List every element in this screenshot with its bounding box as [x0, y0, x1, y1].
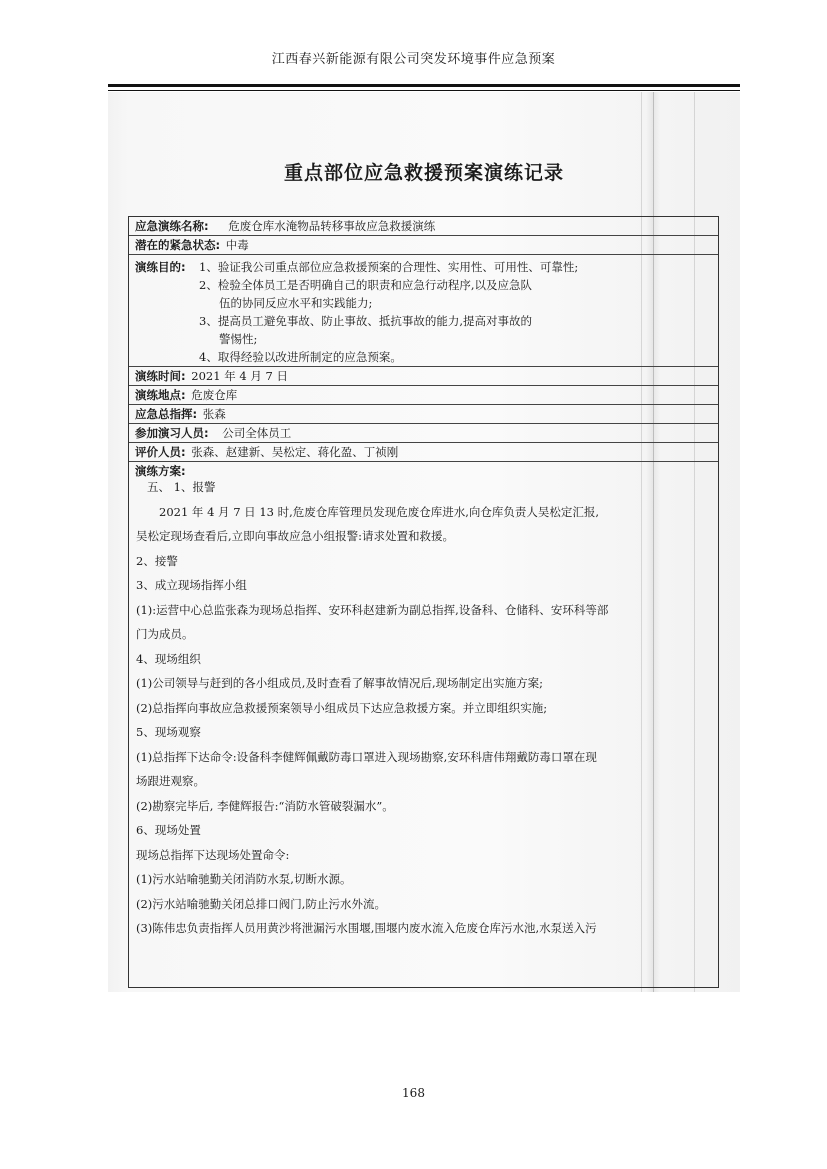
objective-line: 3、提高员工避免事故、防止事故、抵抗事故的能力,提高对事故的 — [199, 314, 532, 328]
drill-record-table — [128, 216, 719, 988]
plan-line: 门为成员。 — [136, 627, 194, 641]
plan-line: 5、现场观察 — [136, 725, 201, 739]
plan-line: 4、现场组织 — [136, 652, 201, 666]
plan-line: (2)污水站喻驰勤关闭总排口阀门,防止污水外流。 — [136, 897, 386, 911]
row-commander — [129, 405, 718, 424]
commander-label: 应急总指挥: — [135, 407, 198, 421]
row-drill-location — [129, 386, 718, 405]
row-potential-state — [129, 236, 718, 255]
scanned-page — [108, 92, 740, 992]
objective-line: 2、检验全体员工是否明确自己的职责和应急行动程序,以及应急队 — [199, 278, 532, 292]
plan-line: (2)勘察完毕后, 李健辉报告:“消防水管破裂漏水”。 — [136, 799, 394, 813]
plan-label: 演练方案: — [135, 464, 186, 478]
header-rule-thick — [108, 84, 740, 87]
potential-state-label: 潜在的紧急状态: — [135, 238, 221, 252]
plan-line: (2)总指挥向事故应急救援预案领导小组成员下达应急救援方案。并立即组织实施; — [136, 701, 548, 715]
participants-label: 参加演习人员: — [135, 426, 209, 440]
objective-line: 4、取得经验以改进所制定的应急预案。 — [199, 350, 402, 364]
plan-line: 场跟进观察。 — [136, 774, 205, 788]
plan-line: (1)公司领导与赶到的各小组成员,及时查看了解事故情况后,现场制定出实施方案; — [136, 676, 543, 690]
row-drill-time — [129, 367, 718, 386]
row-participants — [129, 424, 718, 443]
drill-location-label: 演练地点: — [135, 388, 186, 402]
objectives-label: 演练目的: — [135, 260, 186, 274]
drill-name-label: 应急演练名称: — [135, 219, 209, 233]
document-header: 江西春兴新能源有限公司突发环境事件应急预案 — [271, 52, 556, 67]
plan-line: 3、成立现场指挥小组 — [136, 578, 247, 592]
plan-line: 现场总指挥下达现场处置命令: — [136, 848, 290, 862]
commander-value: 张森 — [202, 407, 226, 421]
page-number: 168 — [402, 1086, 425, 1100]
plan-line: 吴松定现场查看后,立即向事故应急小组报警:请求处置和救援。 — [136, 529, 455, 543]
potential-state-value: 中毒 — [225, 238, 249, 252]
header-rule-thin — [108, 90, 740, 91]
row-objectives — [129, 255, 718, 367]
plan-line: 6、现场处置 — [136, 823, 201, 837]
drill-time-label: 演练时间: — [135, 369, 186, 383]
objective-line: 伍的协同反应水平和实践能力; — [219, 296, 373, 310]
participants-value: 公司全体员工 — [222, 426, 292, 440]
objective-line: 1、验证我公司重点部位应急救援预案的合理性、实用性、可用性、可靠性; — [199, 260, 579, 274]
plan-line: 2、接警 — [136, 554, 178, 568]
row-drill-plan — [129, 462, 718, 987]
plan-line: (1):运营中心总监张森为现场总指挥、安环科赵建新为副总指挥,设备科、仓储科、安环科等部 — [136, 603, 609, 617]
evaluators-value: 张森、赵建新、吴松定、蒋化盈、丁祯刚 — [191, 445, 399, 459]
plan-line: (1)污水站喻驰勤关闭消防水泵,切断水源。 — [136, 872, 352, 886]
objective-line: 警惕性; — [219, 332, 258, 346]
row-evaluators — [129, 443, 718, 462]
record-title: 重点部位应急救援预案演练记录 — [283, 162, 564, 184]
drill-time-value: 2021 年 4 月 7 日 — [191, 369, 288, 383]
drill-name-value: 危废仓库水淹物品转移事故应急救援演练 — [228, 219, 436, 233]
drill-location-value: 危废仓库 — [191, 388, 238, 402]
plan-line: 2021 年 4 月 7 日 13 时,危废仓库管理员发现危废仓库进水,向仓库负责人吴松定汇报, — [159, 505, 600, 519]
evaluators-label: 评价人员: — [135, 445, 186, 459]
plan-line: (1)总指挥下达命令:设备科李健辉佩戴防毒口罩进入现场勘察,安环科唐伟翔戴防毒口罩在现 — [136, 750, 597, 764]
row-drill-name — [129, 217, 718, 236]
plan-line: 五、 1、报警 — [147, 480, 216, 494]
plan-line: (3)陈伟忠负责指挥人员用黄沙将泄漏污水围堰,围堰内废水流入危废仓库污水池,水泵送入污 — [136, 921, 597, 935]
